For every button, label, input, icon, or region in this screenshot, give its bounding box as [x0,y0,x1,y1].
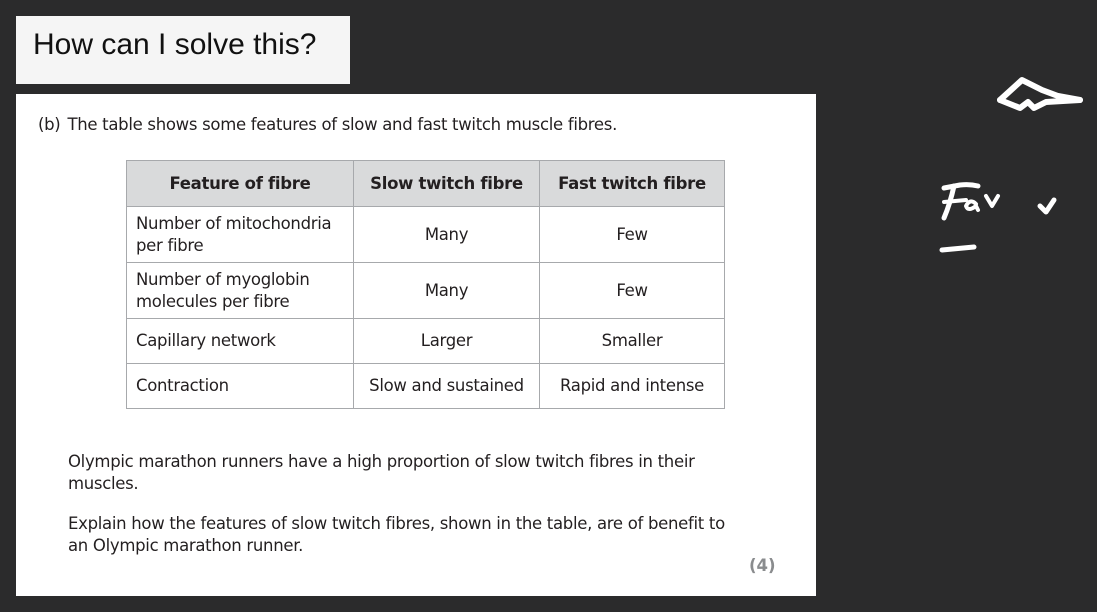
question-banner [16,16,350,84]
part-label: (b) [38,115,61,134]
table-header: Feature of fibre [127,161,354,207]
handwritten-annotation [930,60,1090,270]
table-row [127,364,725,409]
table-header: Fast twitch fibre [540,161,725,207]
slow-cell: Larger [354,319,540,364]
feature-cell: Capillary network [127,319,354,364]
prompt-paragraph: Explain how the features of slow twitch fibres, shown in the table, are of benefit to an Olympic marathon runner. [68,514,725,555]
table-row [127,263,725,319]
question-text: How can I solve this? [33,28,317,61]
slow-cell: Many [354,263,540,319]
feature-cell: Contraction [127,364,354,409]
table-row [127,319,725,364]
question-intro [38,115,617,134]
table-row [127,207,725,263]
feature-cell: Number of mitochondria per fibre [127,207,354,263]
slow-cell: Slow and sustained [354,364,540,409]
house-doodle-icon [1000,80,1080,108]
fast-cell: Rapid and intense [540,364,725,409]
fast-cell: Few [540,207,725,263]
features-table [126,160,725,409]
marks-label: (4) [749,556,776,575]
intro-text: The table shows some features of slow and fast twitch muscle fibres. [67,115,618,134]
fast-cell: Smaller [540,319,725,364]
table-header-row [127,161,725,207]
slow-cell: Many [354,207,540,263]
table-header: Slow twitch fibre [354,161,540,207]
feature-cell: Number of myoglobin molecules per fibre [127,263,354,319]
fast-cell: Few [540,263,725,319]
handwriting-fav-icon [942,185,1054,250]
worksheet-image [16,94,816,596]
context-paragraph: Olympic marathon runners have a high proportion of slow twitch fibres in their muscles. [68,452,695,493]
